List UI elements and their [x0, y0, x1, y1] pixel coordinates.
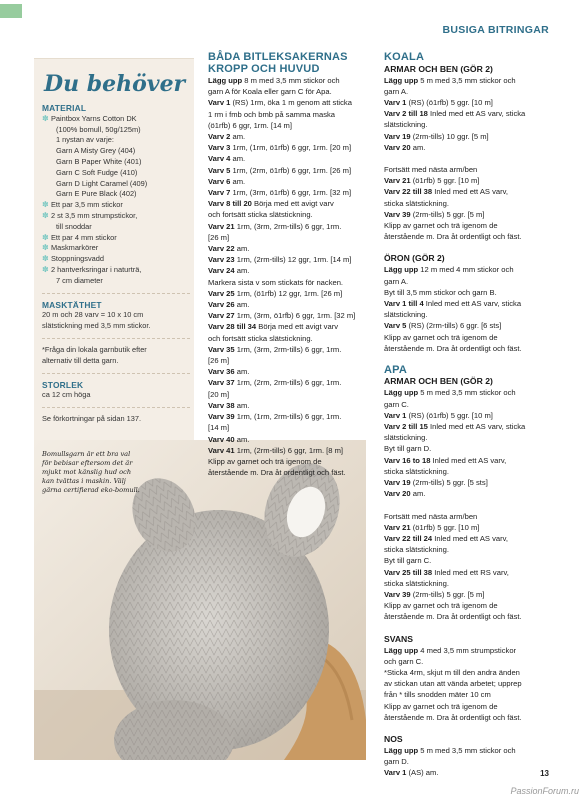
- instruction-line: [384, 198, 552, 209]
- row-text: garn A för Koala eller garn C för Apa.: [208, 87, 332, 97]
- yarn-note-line: *Fråga din lokala garnbutik efter: [42, 344, 147, 354]
- material-subline: 1 nystan av varje:: [56, 135, 114, 145]
- abbreviations-note: Se förkortningar på sidan 137.: [42, 414, 142, 424]
- row-text: 8 m med 3,5 mm stickor och: [242, 76, 340, 85]
- material-list: [42, 114, 190, 287]
- instruction-line: [384, 131, 552, 142]
- instruction-line: [208, 366, 372, 377]
- row-text: (2rm-tills) 5 ggr. [5 m]: [410, 589, 485, 599]
- row-text: återstående m. Dra åt ordentligt och fäst.: [384, 343, 522, 353]
- material-heading: MATERIAL: [42, 103, 87, 113]
- ears-heading: ÖRON (GÖR 2): [384, 253, 445, 264]
- row-text: Byt till garn C.: [384, 556, 432, 566]
- row-text: am.: [234, 244, 250, 254]
- material-text: 2 st 3,5 mm strumpstickor,: [51, 210, 138, 220]
- instruction-line: [384, 309, 552, 320]
- instruction-line: [384, 600, 552, 611]
- material-item: [42, 233, 190, 244]
- yarn-note-line: alternativ till detta garn.: [42, 355, 119, 365]
- instruction-line: [384, 231, 552, 242]
- instruction-line: [208, 221, 372, 232]
- instruction-line: [208, 467, 372, 478]
- row-text: 1rm, (3rm, ö1rfb) 6 ggr, 1rm. [32 m]: [230, 188, 352, 198]
- header-color-tab: [0, 4, 22, 18]
- row-label: Varv 20: [384, 489, 411, 499]
- instruction-line: [384, 578, 552, 589]
- instruction-line: [208, 232, 372, 243]
- instruction-line: [208, 333, 372, 344]
- instruction-line: [208, 355, 372, 366]
- instruction-line: [208, 176, 372, 187]
- row-text: [26 m]: [208, 356, 230, 366]
- row-text: Inled med ett RS varv,: [432, 567, 509, 577]
- instruction-line: [384, 320, 552, 331]
- instruction-line: [208, 209, 372, 220]
- divider: [42, 373, 190, 374]
- row-text: 5 m med 3,5 mm stickor och: [418, 745, 516, 755]
- materials-content: [42, 99, 190, 425]
- row-text: återstående m. Dra åt ordentligt och fäst.: [384, 232, 522, 242]
- divider: [42, 407, 190, 408]
- row-text: am.: [230, 132, 246, 142]
- row-label: Lägg upp: [384, 745, 419, 755]
- material-text: Ett par 4 mm stickor: [51, 232, 117, 242]
- instruction-line: [384, 108, 552, 119]
- instruction-line: [384, 399, 552, 410]
- material-text: 2 hantverksringar i naturträ,: [51, 264, 142, 274]
- ears-instructions: [384, 264, 552, 354]
- instruction-line: [384, 533, 552, 544]
- material-subline: 7 cm diameter: [56, 275, 103, 285]
- row-text: (2rm-tills) 10 ggr. [5 m]: [410, 131, 489, 141]
- section-title: BUSIGA BITRINGAR: [442, 24, 549, 36]
- row-label: Varv 25 till 38: [384, 567, 433, 577]
- row-text: Börja med ett avigt varv: [251, 199, 334, 209]
- row-text: Klipp av garnet och trä igenom de: [384, 601, 498, 611]
- instruction-line: [208, 131, 372, 142]
- apa-heading: APA: [384, 363, 408, 376]
- instruction-line: [384, 678, 552, 689]
- instruction-line: [208, 411, 372, 422]
- row-label: Varv 7: [208, 188, 231, 198]
- parts-instructions-column: [384, 52, 552, 779]
- divider: [42, 338, 190, 339]
- divider: [42, 293, 190, 294]
- instruction-line: [208, 389, 372, 400]
- material-text: Stoppningsvadd: [51, 254, 105, 264]
- instruction-line: [384, 332, 552, 343]
- instruction-line: [384, 186, 552, 197]
- apa-arms-heading: ARMAR OCH BEN (GÖR 2): [384, 376, 493, 387]
- row-label: Varv 28 till 34: [208, 322, 257, 332]
- instruction-line: [208, 254, 372, 265]
- row-text: (2rm-tills) 5 ggr. [5 sts]: [410, 478, 488, 488]
- site-watermark: PassionForum.ru: [510, 786, 579, 796]
- row-text: Klipp av garnet och trä igenom de: [384, 220, 498, 230]
- material-subline: Garn A Misty Grey (404): [56, 146, 136, 156]
- row-text: 12 m med 4 mm stickor och: [418, 265, 514, 275]
- row-label: Varv 5: [208, 165, 231, 175]
- row-label: Varv 22 till 38: [384, 187, 433, 197]
- instruction-line: [208, 456, 372, 467]
- instruction-line: [384, 343, 552, 354]
- row-text: [20 m]: [208, 389, 230, 399]
- row-text: och fortsätt sticka slätstickning.: [208, 210, 313, 220]
- row-label: Varv 21: [384, 522, 411, 532]
- row-text: 1 rm i fmb och bmb på samma maska: [208, 109, 336, 119]
- instruction-line: [208, 288, 372, 299]
- row-text: am.: [410, 489, 426, 499]
- instruction-line: [208, 86, 372, 97]
- row-label: Varv 2: [208, 132, 231, 142]
- instruction-line: [384, 432, 552, 443]
- material-subline: till snoddar: [56, 221, 92, 231]
- gauge-line: 20 m och 28 varv = 10 x 10 cm: [42, 310, 144, 320]
- row-label: Varv 21: [384, 176, 411, 186]
- material-text: Ett par 3,5 mm stickor: [51, 200, 123, 210]
- row-label: Varv 35: [208, 344, 235, 354]
- row-label: Lägg upp: [208, 76, 243, 85]
- instruction-line: [208, 344, 372, 355]
- row-text: 1rm, (2rm-tills) 12 ggr, 1rm. [14 m]: [234, 255, 352, 265]
- row-text: [26 m]: [208, 232, 230, 242]
- row-label: Varv 27: [208, 311, 235, 321]
- instruction-line: [384, 287, 552, 298]
- row-text: am.: [234, 367, 250, 377]
- row-text: (ö1rfb) 5 ggr. [10 m]: [410, 522, 480, 532]
- instruction-line: [384, 567, 552, 578]
- row-text: återstående m. Dra åt ordentligt och fäst.: [384, 712, 522, 722]
- koala-arms-heading: ARMAR OCH BEN (GÖR 2): [384, 63, 493, 74]
- instruction-line: [208, 445, 372, 456]
- row-text: sticka slätstickning.: [384, 198, 449, 208]
- row-label: Varv 22 till 24: [384, 533, 433, 543]
- instruction-line: [208, 265, 372, 276]
- row-label: Varv 38: [208, 400, 235, 410]
- row-label: Varv 1: [208, 98, 231, 108]
- material-item: [42, 265, 190, 276]
- instruction-line: [208, 198, 372, 209]
- row-text: (RS) 1rm, öka 1 m genom att sticka: [230, 98, 352, 108]
- bullet-icon: ✽: [42, 210, 49, 220]
- material-text: Maskmarkörer: [51, 243, 99, 253]
- row-text: garn D.: [384, 757, 409, 767]
- instruction-line: [384, 86, 552, 97]
- koala-heading: KOALA: [384, 51, 425, 63]
- row-label: Varv 40: [208, 434, 235, 444]
- row-text: 1rm, (3rm, 2rm-tills) 6 ggr, 1rm.: [234, 221, 342, 231]
- row-text: 1rm, (3rm, ö1rfb) 6 ggr, 1rm. [32 m]: [234, 311, 356, 321]
- instruction-line: [384, 767, 552, 778]
- row-label: Varv 20: [384, 142, 411, 152]
- row-text: (ö1rfb) 5 ggr. [10 m]: [410, 176, 480, 186]
- instruction-line: [208, 142, 372, 153]
- row-text: Inled med ett AS varv, sticka: [423, 298, 522, 308]
- instruction-line: [384, 645, 552, 656]
- material-item: [42, 254, 190, 265]
- row-label: Lägg upp: [384, 645, 419, 655]
- instruction-line: [384, 421, 552, 432]
- row-label: Varv 1: [384, 768, 407, 778]
- instruction-line: [384, 119, 552, 130]
- size-heading: STORLEK: [42, 379, 84, 390]
- instruction-line: [384, 656, 552, 667]
- koala-arms-instructions: [384, 75, 552, 243]
- row-text: sticka slätstickning.: [384, 545, 449, 555]
- row-text: garn A.: [384, 276, 409, 286]
- row-text: Klipp av garnet och trä igenom de: [384, 701, 498, 711]
- instruction-line: [384, 97, 552, 108]
- instruction-line: [384, 488, 552, 499]
- instruction-line: [384, 455, 552, 466]
- page-header: [0, 0, 583, 46]
- row-text: Markera sista v som stickats för nacken.: [208, 277, 344, 287]
- row-text: (AS) am.: [406, 768, 439, 778]
- material-item: [42, 200, 190, 211]
- apa-arms-instructions: [384, 387, 552, 622]
- instruction-line: [384, 555, 552, 566]
- row-text: slätstickning.: [384, 433, 428, 443]
- instruction-line: [384, 410, 552, 421]
- row-text: Fortsätt med nästa arm/ben: [384, 511, 478, 521]
- row-label: Varv 24: [208, 266, 235, 276]
- nose-instructions: [384, 745, 552, 779]
- row-label: Varv 1: [384, 97, 407, 107]
- row-label: Lägg upp: [384, 75, 419, 85]
- bullet-icon: ✽: [42, 200, 49, 210]
- row-label: Varv 39: [208, 412, 235, 422]
- instruction-line: [208, 422, 372, 433]
- row-text: (2rm-tills) 5 ggr. [5 m]: [410, 209, 485, 219]
- instruction-line: [208, 400, 372, 411]
- instruction-line: [384, 500, 552, 511]
- body-instructions-column: [208, 52, 372, 478]
- row-text: (RS) (ö1rfb) 5 ggr. [10 m]: [406, 97, 493, 107]
- row-label: Varv 8 till 20: [208, 199, 252, 209]
- row-text: garn C.: [384, 399, 409, 409]
- row-text: sticka slätstickning.: [384, 466, 449, 476]
- tail-instructions: [384, 645, 552, 723]
- instruction-line: [384, 477, 552, 488]
- row-text: am.: [234, 300, 250, 310]
- row-text: av stickan utan att vända arbetet; upprep: [384, 679, 522, 689]
- row-label: Varv 1 till 4: [384, 298, 424, 308]
- row-label: Varv 2 till 15: [384, 422, 428, 432]
- row-text: från * tills snodden mäter 10 cm: [384, 690, 491, 700]
- material-subline: Garn B Paper White (401): [56, 156, 142, 166]
- row-label: Varv 39: [384, 589, 411, 599]
- row-text: Inled med ett AS varv, sticka: [427, 422, 526, 432]
- row-text: slätstickning.: [384, 120, 428, 130]
- row-label: Varv 4: [208, 154, 231, 164]
- row-text: 1rm, (2rm-tills) 6 ggr, 1rm. [8 m]: [234, 445, 344, 455]
- instruction-line: [384, 142, 552, 153]
- material-subline: (100% bomull, 50g/125m): [56, 124, 141, 134]
- row-text: am.: [230, 176, 246, 186]
- row-text: Inled med ett AS varv,: [430, 455, 507, 465]
- instruction-line: [208, 75, 372, 86]
- material-item: [42, 114, 190, 125]
- row-label: Lägg upp: [384, 388, 419, 398]
- row-text: återstående m. Dra åt ordentligt och fäst.: [384, 612, 522, 622]
- tail-heading: SVANS: [384, 633, 413, 644]
- row-text: slätstickning.: [384, 310, 428, 320]
- material-subline: Garn E Pure Black (402): [56, 189, 137, 199]
- instruction-line: [384, 712, 552, 723]
- material-subline: Garn C Soft Fudge (410): [56, 167, 138, 177]
- instruction-line: [384, 175, 552, 186]
- instruction-line: [208, 120, 372, 131]
- row-text: 1rm, (1rm, ö1rfb) 6 ggr, 1rm. [20 m]: [230, 143, 352, 153]
- instruction-line: [384, 264, 552, 275]
- instruction-line: [208, 109, 372, 120]
- row-text: och fortsätt sticka slätstickning.: [208, 333, 313, 343]
- instruction-line: [208, 321, 372, 332]
- row-text: Klipp av garnet och trä igenom de: [208, 456, 322, 466]
- row-text: am.: [230, 154, 246, 164]
- row-text: Fortsätt med nästa arm/ben: [384, 164, 478, 174]
- instruction-line: [384, 522, 552, 533]
- instruction-line: [384, 667, 552, 678]
- row-text: Byt till garn D.: [384, 444, 432, 454]
- instruction-line: [208, 299, 372, 310]
- instruction-line: [384, 153, 552, 164]
- row-text: 4 med 3,5 mm strumpstickor: [418, 645, 517, 655]
- instruction-line: [208, 377, 372, 388]
- instruction-line: [384, 589, 552, 600]
- row-label: Varv 16 to 18: [384, 455, 431, 465]
- gauge-line: slätstickning med 3,5 mm stickor.: [42, 321, 151, 331]
- instruction-line: [384, 701, 552, 712]
- row-text: garn A.: [384, 86, 409, 96]
- instruction-line: [384, 220, 552, 231]
- row-text: (ö1rfb) 6 ggr, 1rm. [14 m]: [208, 120, 292, 130]
- row-label: Varv 19: [384, 478, 411, 488]
- row-text: 1rm, (1rm, 2rm-tills) 6 ggr, 1rm.: [234, 412, 342, 422]
- row-label: Varv 23: [208, 255, 235, 265]
- row-text: 1rm, (ö1rfb) 12 ggr, 1rm. [26 m]: [234, 288, 343, 298]
- instruction-line: [384, 689, 552, 700]
- row-text: Börja med ett avigt varv: [256, 322, 339, 332]
- koala-photo: [34, 440, 366, 760]
- row-text: am.: [410, 142, 426, 152]
- row-label: Varv 37: [208, 378, 235, 388]
- material-item: [42, 211, 190, 222]
- instruction-line: [384, 544, 552, 555]
- row-text: Byt till 3,5 mm stickor och garn B.: [384, 287, 497, 297]
- row-label: Varv 2 till 18: [384, 109, 428, 119]
- size-text: ca 12 cm höga: [42, 390, 91, 400]
- row-text: Inled med ett AS varv,: [432, 187, 508, 197]
- row-text: 1rm, (2rm, 2rm-tills) 6 ggr, 1rm.: [234, 378, 342, 388]
- instruction-line: [384, 276, 552, 287]
- instruction-line: [384, 611, 552, 622]
- instruction-line: [208, 243, 372, 254]
- row-text: Inled med ett AS varv,: [432, 533, 508, 543]
- row-text: am.: [234, 266, 250, 276]
- photo-caption: Bomullsgarn är ett bra val för bebisar eftersom det är mjukt mot känslig hud och kan tvättas i maskin. Välj gärna certifierad eko-bomull.: [42, 450, 140, 494]
- row-text: Inled med ett AS varv, sticka: [427, 109, 526, 119]
- row-label: Varv 39: [384, 209, 411, 219]
- row-label: Varv 3: [208, 143, 231, 153]
- body-head-heading: BÅDA BITLEKSAKERNAS KROPP OCH HUVUD: [208, 51, 348, 75]
- row-text: 5 m med 3,5 mm stickor och: [418, 75, 516, 85]
- instruction-line: [384, 511, 552, 522]
- bullet-icon: ✽: [42, 232, 49, 242]
- row-label: Varv 25: [208, 288, 235, 298]
- instruction-line: [384, 209, 552, 220]
- instruction-line: [384, 75, 552, 86]
- materials-box: [34, 58, 194, 440]
- instruction-line: [208, 165, 372, 176]
- row-label: Varv 6: [208, 176, 231, 186]
- row-label: Varv 5: [384, 321, 407, 331]
- instruction-line: [208, 434, 372, 445]
- nose-heading: NOS: [384, 733, 403, 744]
- instruction-line: [384, 466, 552, 477]
- row-label: Varv 21: [208, 221, 235, 231]
- bullet-icon: ✽: [42, 264, 49, 274]
- row-text: *Sticka 4rm, skjut m till den andra änden: [384, 667, 520, 677]
- row-text: 5 m med 3,5 mm stickor och: [418, 388, 516, 398]
- material-text: Paintbox Yarns Cotton DK: [51, 113, 137, 123]
- instruction-line: [384, 298, 552, 309]
- row-text: (RS) (ö1rfb) 5 ggr. [10 m]: [406, 410, 493, 420]
- row-label: Varv 1: [384, 410, 407, 420]
- instruction-line: [208, 97, 372, 108]
- instruction-line: [384, 387, 552, 398]
- row-text: 1rm, (3rm, 2rm-tills) 6 ggr, 1rm.: [234, 344, 342, 354]
- gauge-heading: MASKTÄTHET: [42, 299, 102, 310]
- row-text: am.: [234, 400, 250, 410]
- instruction-line: [208, 187, 372, 198]
- row-text: [14 m]: [208, 423, 230, 433]
- instruction-line: [208, 277, 372, 288]
- bullet-icon: ✽: [42, 254, 49, 264]
- body-instructions: [208, 75, 372, 478]
- instruction-line: [208, 310, 372, 321]
- materials-box-title: Du behöver: [44, 71, 186, 97]
- row-text: (RS) (2rm-tills) 6 ggr. [6 sts]: [406, 321, 502, 331]
- instruction-line: [208, 153, 372, 164]
- row-text: återstående m. Dra åt ordentligt och fäst.: [208, 468, 346, 478]
- bullet-icon: ✽: [42, 113, 49, 123]
- row-label: Varv 36: [208, 367, 235, 377]
- instruction-line: [384, 756, 552, 767]
- instruction-line: [384, 443, 552, 454]
- row-text: 1rm, (2rm, ö1rfb) 6 ggr, 1rm. [26 m]: [230, 165, 352, 175]
- instruction-line: [384, 164, 552, 175]
- instruction-line: [384, 745, 552, 756]
- material-subline: Garn D Light Caramel (409): [56, 178, 148, 188]
- row-text: am.: [234, 434, 250, 444]
- row-label: Varv 22: [208, 244, 235, 254]
- row-label: Varv 19: [384, 131, 411, 141]
- bullet-icon: ✽: [42, 243, 49, 253]
- row-text: och garn C.: [384, 656, 424, 666]
- material-item: [42, 243, 190, 254]
- row-text: Klipp av garnet och trä igenom de: [384, 332, 498, 342]
- row-label: Varv 26: [208, 300, 235, 310]
- row-label: Varv 41: [208, 445, 235, 455]
- page-number: 13: [540, 769, 549, 778]
- row-text: sticka slätstickning.: [384, 578, 449, 588]
- row-label: Lägg upp: [384, 265, 419, 275]
